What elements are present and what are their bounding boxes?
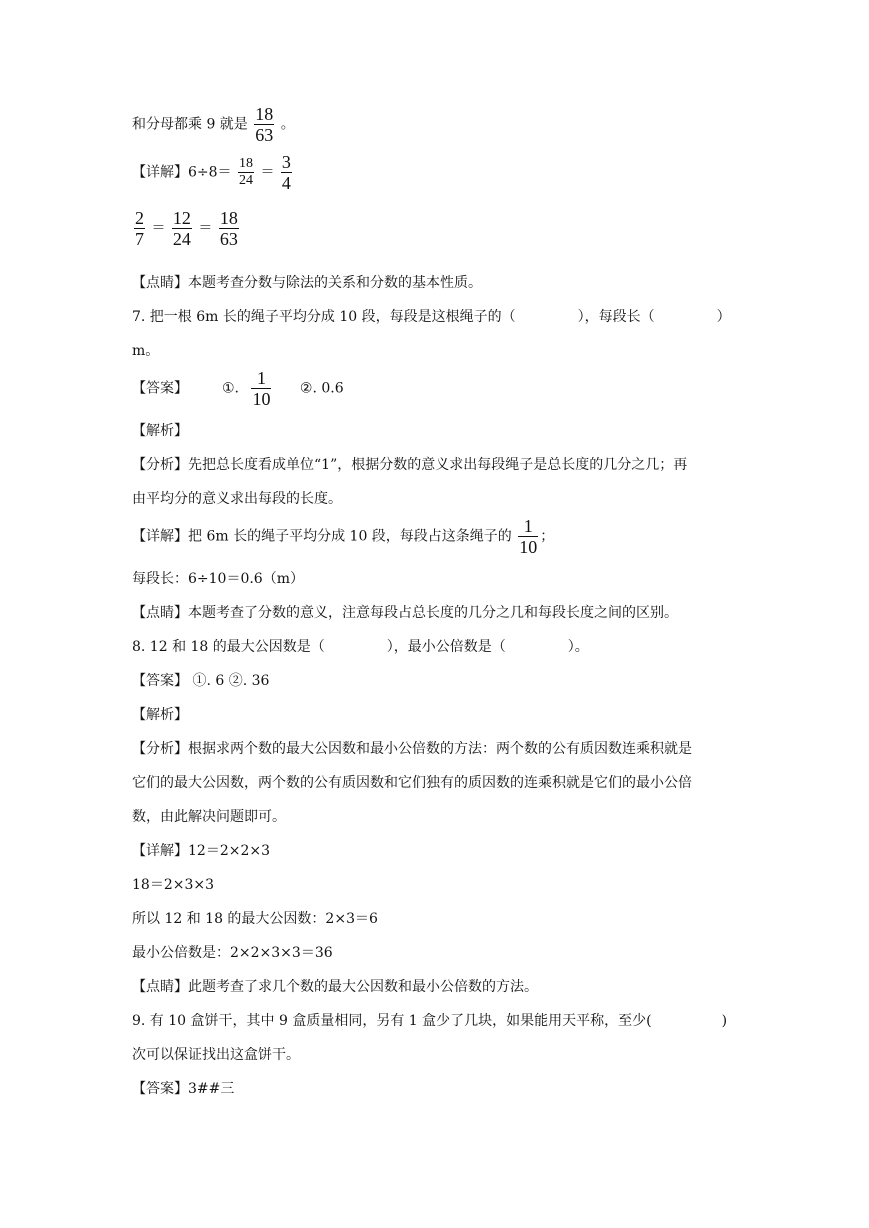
question-9-cont: 次可以保证找出这盒饼干。	[132, 1047, 300, 1063]
detail-8-line1: 【详解】12＝2×2×3	[132, 843, 270, 859]
analysis-7-line1: 【分析】先把总长度看成单位“1”，根据分数的意义求出每段绳子是总长度的几分之几；再	[132, 457, 688, 473]
analysis-8-line3: 数，由此解决问题即可。	[132, 809, 286, 825]
question-7-cont: m。	[132, 343, 160, 359]
line-multiply: 和分母都乘 9 就是 $\frac{18}{63}$ 。	[132, 104, 295, 145]
point-note-8: 【点睛】此题考查了求几个数的最大公因数和最小公倍数的方法。	[132, 979, 538, 995]
question-8: 8. 12 和 18 的最大公因数是（ ），最小公倍数是（ ）。	[132, 639, 589, 655]
fraction: $\frac{12}{24}$	[172, 208, 191, 249]
fraction: $\frac{1}{10}$	[519, 516, 538, 557]
analysis-7: 【解析】	[132, 423, 188, 439]
fraction: $\frac{18}{24}$	[239, 156, 253, 188]
text: 和分母都乘 9 就是	[132, 116, 248, 133]
fraction: $\frac{3}{4}$	[281, 152, 291, 193]
detail-8-line4: 最小公倍数是：2×2×3×3＝36	[132, 945, 333, 961]
analysis-7-line2: 由平均分的意义求出每段的长度。	[132, 491, 342, 507]
detail-7-line2: 每段长：6÷10＝0.6（m）	[132, 571, 304, 587]
detail-7: 【详解】把 6m 长的绳子平均分成 10 段，每段占这条绳子的 $\frac{1}{10}$ ；	[132, 516, 555, 557]
fraction: $\frac{18}{63}$	[255, 104, 274, 145]
analysis-8-line1: 【分析】根据求两个数的最大公因数和最小公倍数的方法：两个数的公有质因数连乘积就是	[132, 741, 692, 757]
answer-9: 【答案】3##三	[132, 1081, 235, 1097]
detail-8-line3: 所以 12 和 18 的最大公因数：2×3＝6	[132, 911, 378, 927]
fraction: $\frac{18}{63}$	[219, 208, 238, 249]
analysis-8: 【解析】	[132, 707, 188, 723]
point-note-7: 【点睛】本题考查了分数的意义，注意每段占总长度的几分之几和每段长度之间的区别。	[132, 605, 678, 621]
fraction: $\frac{2}{7}$	[135, 208, 144, 249]
question-7: 7. 把一根 6m 长的绳子平均分成 10 段，每段是这根绳子的（ ），每段长（ ）	[132, 309, 731, 325]
detail-8-line2: 18＝2×3×3	[132, 877, 214, 893]
analysis-8-line2: 它们的最大公因数，两个数的公有质因数和它们独有的质因数的连乘积就是它们的最小公倍	[132, 775, 692, 791]
question-9: 9. 有 10 盒饼干，其中 9 盒质量相同，另有 1 盒少了几块，如果能用天平称，至少( )	[132, 1013, 728, 1029]
fraction: $\frac{1}{10}$	[252, 368, 271, 409]
line-detail-1: 【详解】6÷8＝ $\frac{18}{24}$ ＝ $\frac{3}{4}$	[132, 152, 291, 193]
point-note-6: 【点睛】本题考查分数与除法的关系和分数的基本性质。	[132, 275, 482, 291]
line-detail-2: $\frac{2}{7}$ ＝ $\frac{12}{24}$ ＝ $\frac{18}{63}$	[135, 208, 238, 249]
answer-7: 【答案】 ①. $\frac{1}{10}$ ②. 0.6	[132, 368, 344, 409]
answer-8: 【答案】 ①. 6 ②. 36	[132, 673, 270, 689]
